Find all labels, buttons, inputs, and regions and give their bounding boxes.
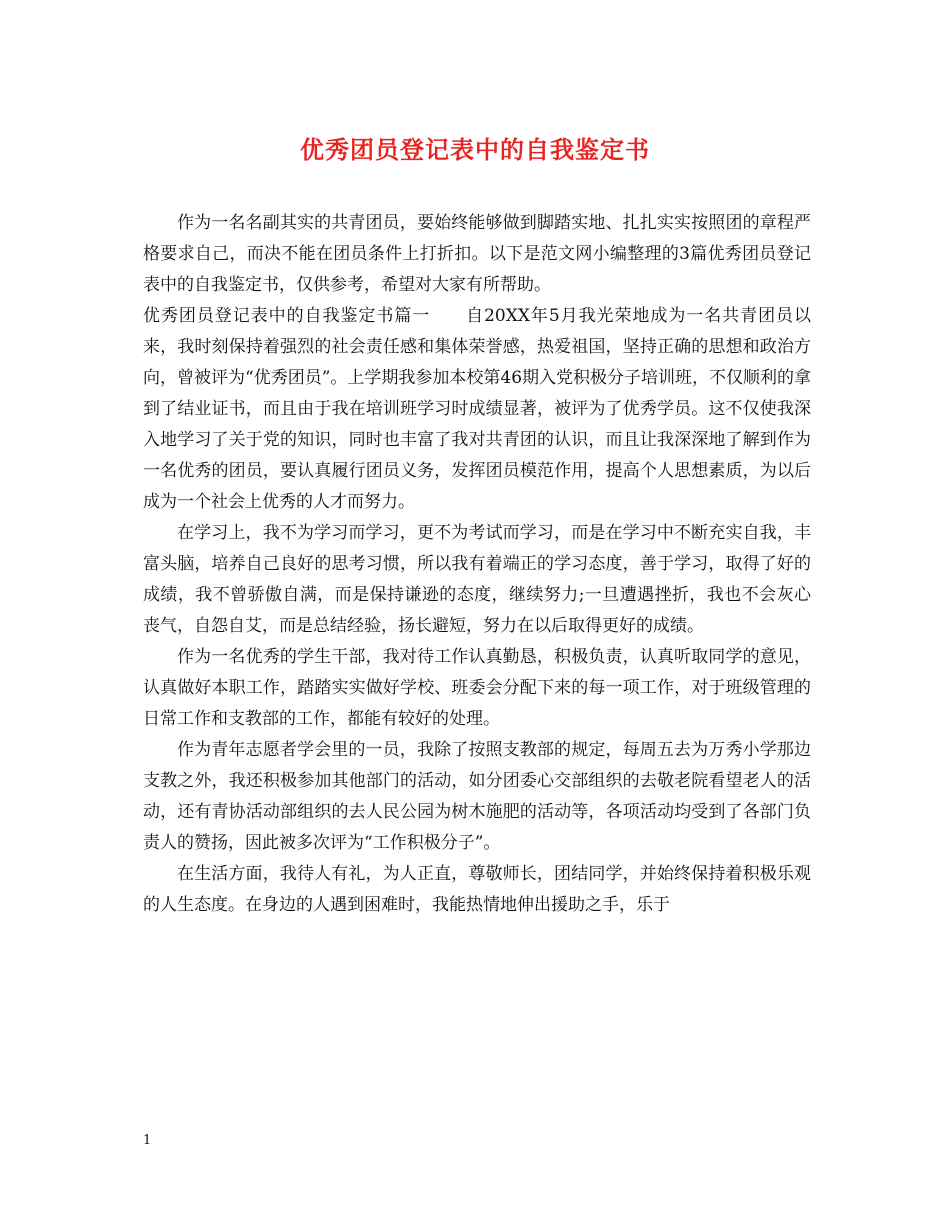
paragraph-volunteer: 作为青年志愿者学会里的一员，我除了按照支教部的规定，每周五去为万秀小学那边支教之外，我还积极参加其他部门的活动，如分团委心交部组织的去敬老院看望老人的活动，还有青协活动部组织的去人民公园为树木施肥的活动等，各项活动均受到了各部门负责人的赞扬，因此被多次评为“工作积极分子”。 xyxy=(143,740,811,853)
paragraph-work: 作为一名优秀的学生干部，我对待工作认真勤恳，积极负责，认真听取同学的意见，认真做好本职工作，踏踏实实做好学校、班委会分配下来的每一项工作，对于班级管理的日常工作和支教部的工作，都能有较好的处理。 xyxy=(143,647,811,729)
document-title: 优秀团员登记表中的自我鉴定书 xyxy=(300,135,650,164)
document-body xyxy=(143,208,811,921)
paragraph-life: 在生活方面，我待人有礼，为人正直，尊敬师长，团结同学，并始终保持着积极乐观的人生态度。在身边的人遇到困难时，我能热情地伸出援助之手，乐于 xyxy=(143,864,811,915)
page-number: 1 xyxy=(143,1133,152,1148)
paragraph-section-one: 优秀团员登记表中的自我鉴定书篇一 自20XX年5月我光荣地成为一名共青团员以来，我时刻保持着强烈的社会责任感和集体荣誉感，热爱祖国，坚持正确的思想和政治方向，曾被评为“优秀团员”。上学期我参加本校第46期入党积极分子培训班，不仅顺利的拿到了结业证书，而且由于我在培训班学习时成绩显著，被评为了优秀学员。这不仅使我深入地学习了关于党的知识，同时也丰富了我对共青团的认识，而且让我深深地了解到作为一名优秀的团员，要认真履行团员义务，发挥团员模范作用，提高个人思想素质，为以后成为一个社会上优秀的人才而努力。 xyxy=(143,306,812,512)
paragraph-study: 在学习上，我不为学习而学习，更不为考试而学习，而是在学习中不断充实自我，丰富头脑，培养自己良好的思考习惯，所以我有着端正的学习态度，善于学习，取得了好的成绩，我不曾骄傲自满，而是保持谦逊的态度，继续努力;一旦遭遇挫折，我也不会灰心丧气，自怨自艾，而是总结经验，扬长避短，努力在以后取得更好的成绩。 xyxy=(143,523,811,636)
paragraph-intro: 作为一名名副其实的共青团员，要始终能够做到脚踏实地、扎扎实实按照团的章程严格要求自己，而决不能在团员条件上打折扣。以下是范文网小编整理的3篇优秀团员登记表中的自我鉴定书，仅供参考，希望对大家有所帮助。 xyxy=(143,213,811,295)
